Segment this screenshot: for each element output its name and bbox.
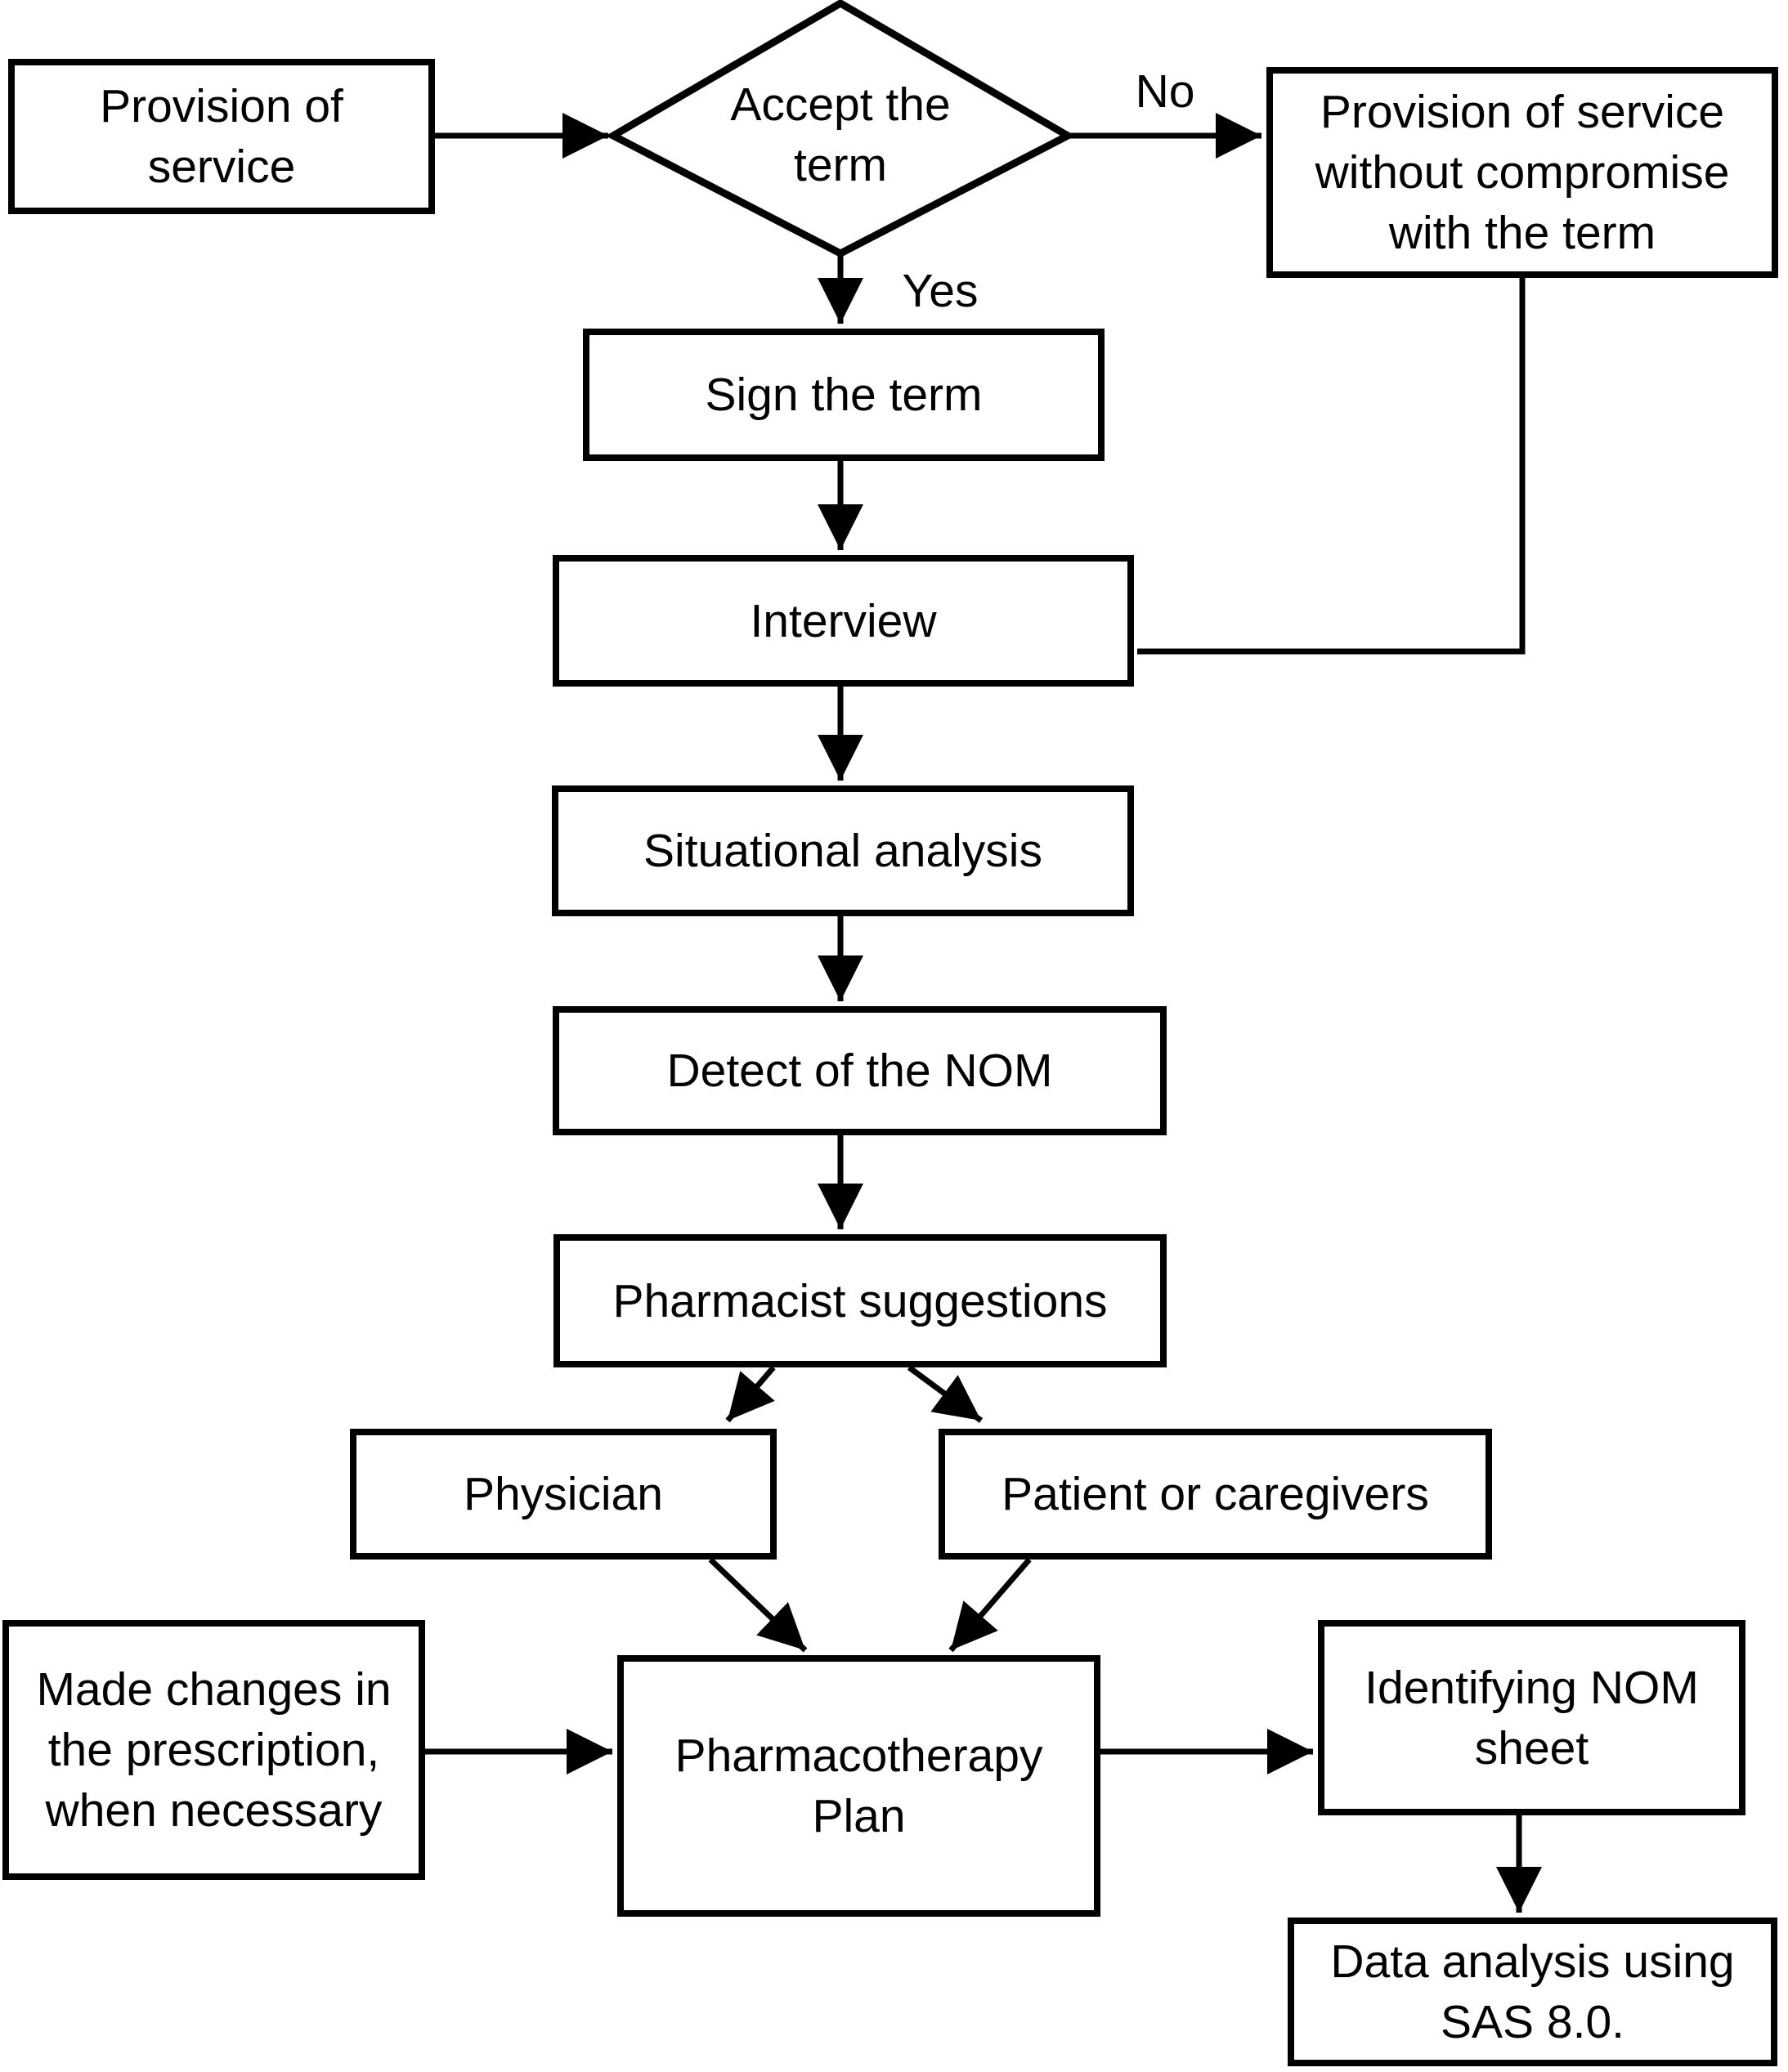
node-line: SAS 8.0. [1441,1996,1624,2048]
node-accept-the-term-decision [695,65,986,204]
node-line: Provision of [100,80,343,132]
node-line: Physician [464,1468,663,1520]
node-line: Patient or caregivers [1002,1468,1429,1520]
node-line: Accept the [730,78,951,131]
node-line: Made changes in [36,1663,392,1716]
node-patient-or-caregivers [939,1429,1492,1560]
node-line: Identifying NOM [1365,1661,1699,1714]
node-line: Interview [750,594,937,647]
node-line: Plan [812,1790,906,1842]
edge-pharmacist-to-patient [909,1367,981,1421]
node-situational-analysis [552,785,1134,916]
node-line: the prescription, [47,1724,380,1776]
node-line: Situational analysis [643,825,1042,877]
edge-label-yes: Yes [902,265,979,317]
node-line: without compromise [1315,146,1730,199]
node-provision-without-compromise [1266,67,1778,278]
node-line: with the term [1388,207,1656,259]
edge-nobox-to-interview [1137,278,1522,651]
edge-pharmacist-to-physician [728,1367,773,1421]
node-line: Provision of service [1320,86,1725,138]
node-data-analysis-sas [1288,1918,1777,2066]
node-physician [350,1429,777,1560]
node-line: service [147,141,296,193]
node-line: Pharmacist suggestions [612,1274,1108,1327]
node-line: when necessary [45,1784,383,1837]
node-line: Data analysis using [1330,1936,1735,1988]
node-pharmacotherapy-plan [617,1655,1100,1917]
node-sign-the-term [583,329,1105,461]
node-line: term [794,139,887,191]
edge-label-no: No [1135,65,1195,118]
node-line: Sign the term [705,369,983,421]
edge-physician-to-plan [710,1560,805,1650]
node-identifying-nom-sheet [1318,1620,1745,1815]
node-line: sheet [1474,1721,1589,1774]
node-line: Detect of the NOM [666,1045,1053,1097]
node-provision-of-service [8,59,435,214]
edge-patient-to-plan [951,1560,1029,1650]
node-pharmacist-suggestions [553,1234,1167,1367]
node-interview [553,555,1134,687]
node-made-changes-in-prescription [2,1620,425,1880]
node-detect-of-the-nom [553,1006,1167,1135]
node-line: Pharmacotherapy [674,1730,1043,1782]
